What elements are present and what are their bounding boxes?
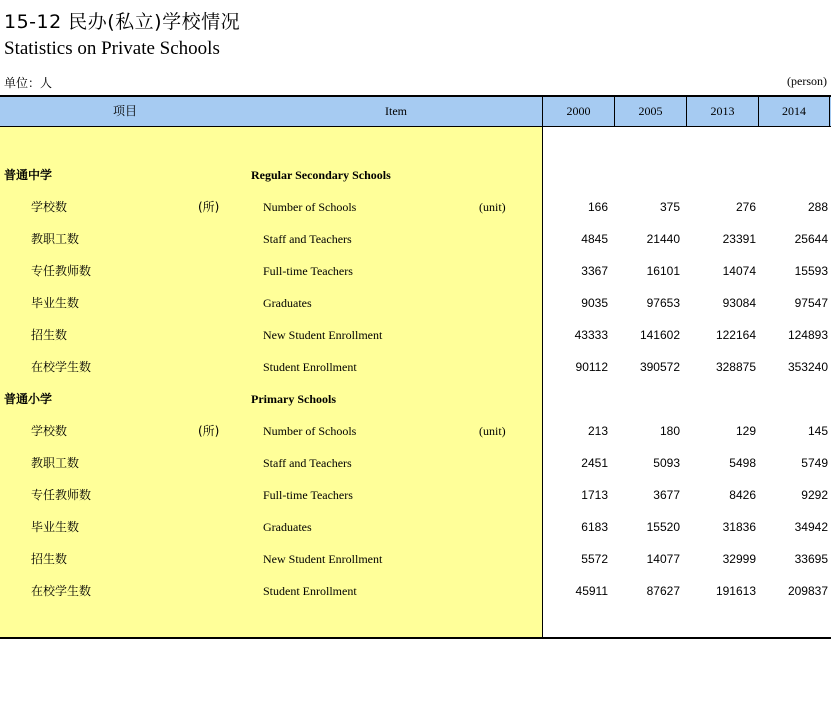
row-label-en: Student Enrollment — [263, 584, 357, 598]
value-cell-2014: 9292 — [801, 488, 828, 502]
value-cell-2000: 3367 — [581, 264, 608, 278]
row-label-cn: 专任教师数 — [31, 264, 92, 278]
row-label-cn: 教职工数 — [31, 456, 80, 470]
value-cell-2014: 15593 — [794, 264, 828, 278]
row-label-cn: 专任教师数 — [31, 488, 92, 502]
value-cell-2005: 87627 — [646, 584, 680, 598]
value-cell-2014: 25644 — [794, 232, 828, 246]
row-label-cn: 学校数 — [31, 424, 68, 438]
table-row — [0, 511, 831, 543]
value-cell-2014: 34942 — [794, 520, 828, 534]
column-divider — [686, 95, 687, 127]
value-cell-2005: 180 — [659, 424, 680, 438]
page-title-cn: 15-12 民办(私立)学校情况 — [4, 11, 241, 33]
value-cell-2013: 122164 — [715, 328, 756, 342]
table-row — [0, 575, 831, 607]
statistics-table — [0, 95, 831, 640]
table-row — [0, 287, 831, 319]
row-unit-en: (unit) — [479, 424, 506, 438]
value-cell-2005: 375 — [659, 200, 680, 214]
value-cell-2000: 43333 — [574, 328, 608, 342]
row-label-cn: 在校学生数 — [31, 360, 92, 374]
value-cell-2013: 191613 — [715, 584, 756, 598]
value-cell-2005: 21440 — [646, 232, 680, 246]
value-cell-2014: 5749 — [801, 456, 828, 470]
row-unit-cn: (所) — [198, 200, 220, 214]
value-cell-2000: 6183 — [581, 520, 608, 534]
unit-label-en: (person) — [787, 74, 827, 88]
value-cell-2005: 16101 — [646, 264, 680, 278]
value-cell-2014: 97547 — [794, 296, 828, 310]
value-cell-2013: 32999 — [722, 552, 756, 566]
value-cell-2000: 2451 — [581, 456, 608, 470]
value-cell-2000: 90112 — [575, 360, 608, 374]
value-cell-2013: 129 — [735, 424, 756, 438]
row-label-en: New Student Enrollment — [263, 552, 383, 566]
row-label-cn: 招生数 — [31, 552, 68, 566]
row-label-cn: 学校数 — [31, 200, 68, 214]
value-cell-2013: 8426 — [729, 488, 756, 502]
row-label-en: Staff and Teachers — [263, 456, 352, 470]
section-title-en: Primary Schools — [251, 392, 336, 406]
value-cell-2005: 141602 — [639, 328, 680, 342]
row-label-en: Graduates — [263, 296, 312, 310]
table-row — [0, 415, 831, 447]
row-label-en: Number of Schools — [263, 424, 357, 438]
column-divider — [614, 95, 615, 127]
row-label-cn: 在校学生数 — [31, 584, 92, 598]
value-cell-2014: 288 — [807, 200, 828, 214]
table-bottom-rule — [0, 637, 831, 639]
value-cell-2000: 9035 — [581, 296, 608, 310]
table-header — [0, 95, 831, 127]
table-row — [0, 255, 831, 287]
table-row — [0, 351, 831, 383]
header-year-2000: 2000 — [566, 104, 591, 118]
row-label-cn: 招生数 — [31, 328, 68, 342]
row-label-en: Full-time Teachers — [263, 488, 353, 502]
value-cell-2014: 124893 — [787, 328, 828, 342]
value-cell-2005: 97653 — [646, 296, 680, 310]
value-cell-2005: 5093 — [653, 456, 680, 470]
value-cell-2005: 15520 — [646, 520, 680, 534]
row-label-en: Number of Schools — [263, 200, 357, 214]
section-header-row — [0, 383, 831, 415]
page-title-en: Statistics on Private Schools — [4, 38, 220, 59]
section-title-cn: 普通中学 — [4, 168, 53, 182]
row-label-en: Graduates — [263, 520, 312, 534]
value-cell-2014: 145 — [807, 424, 828, 438]
row-label-en: New Student Enrollment — [263, 328, 383, 342]
table-row — [0, 223, 831, 255]
value-cell-2013: 5498 — [729, 456, 756, 470]
value-cell-2014: 33695 — [794, 552, 828, 566]
row-label-en: Student Enrollment — [263, 360, 357, 374]
table-row — [0, 319, 831, 351]
row-label-cn: 毕业生数 — [31, 296, 80, 310]
row-label-cn: 毕业生数 — [31, 520, 80, 534]
section-header-row — [0, 159, 831, 191]
table-row — [0, 479, 831, 511]
header-item-cn: 项目 — [112, 104, 137, 118]
value-cell-2013: 93084 — [722, 296, 756, 310]
value-cell-2000: 166 — [587, 200, 608, 214]
value-cell-2014: 209837 — [787, 584, 828, 598]
value-cell-2013: 276 — [735, 200, 756, 214]
value-cell-2000: 45911 — [575, 584, 608, 598]
table-row — [0, 543, 831, 575]
value-cell-2013: 14074 — [722, 264, 756, 278]
table-row — [0, 447, 831, 479]
value-cell-2005: 14077 — [646, 552, 680, 566]
value-cell-2013: 23391 — [722, 232, 756, 246]
value-cell-2000: 5572 — [581, 552, 608, 566]
row-label-en: Full-time Teachers — [263, 264, 353, 278]
row-unit-en: (unit) — [479, 200, 506, 214]
value-cell-2014: 353240 — [787, 360, 828, 374]
value-cell-2005: 3677 — [653, 488, 680, 502]
section-title-en: Regular Secondary Schools — [251, 168, 391, 182]
row-unit-cn: (所) — [198, 424, 220, 438]
column-divider — [829, 95, 830, 127]
value-cell-2000: 4845 — [581, 232, 608, 246]
header-year-2005: 2005 — [638, 104, 663, 118]
value-cell-2000: 1713 — [581, 488, 608, 502]
value-cell-2000: 213 — [587, 424, 608, 438]
section-title-cn: 普通小学 — [4, 392, 53, 406]
value-cell-2005: 390572 — [639, 360, 680, 374]
unit-label-cn: 单位：人 — [4, 76, 53, 90]
value-cell-2013: 328875 — [715, 360, 756, 374]
column-divider — [758, 95, 759, 127]
value-cell-2013: 31836 — [722, 520, 756, 534]
header-year-2014: 2014 — [782, 104, 806, 118]
header-year-2013: 2013 — [710, 104, 735, 118]
header-item-en: Item — [385, 104, 407, 118]
row-label-cn: 教职工数 — [31, 232, 80, 246]
row-label-en: Staff and Teachers — [263, 232, 352, 246]
table-row — [0, 191, 831, 223]
